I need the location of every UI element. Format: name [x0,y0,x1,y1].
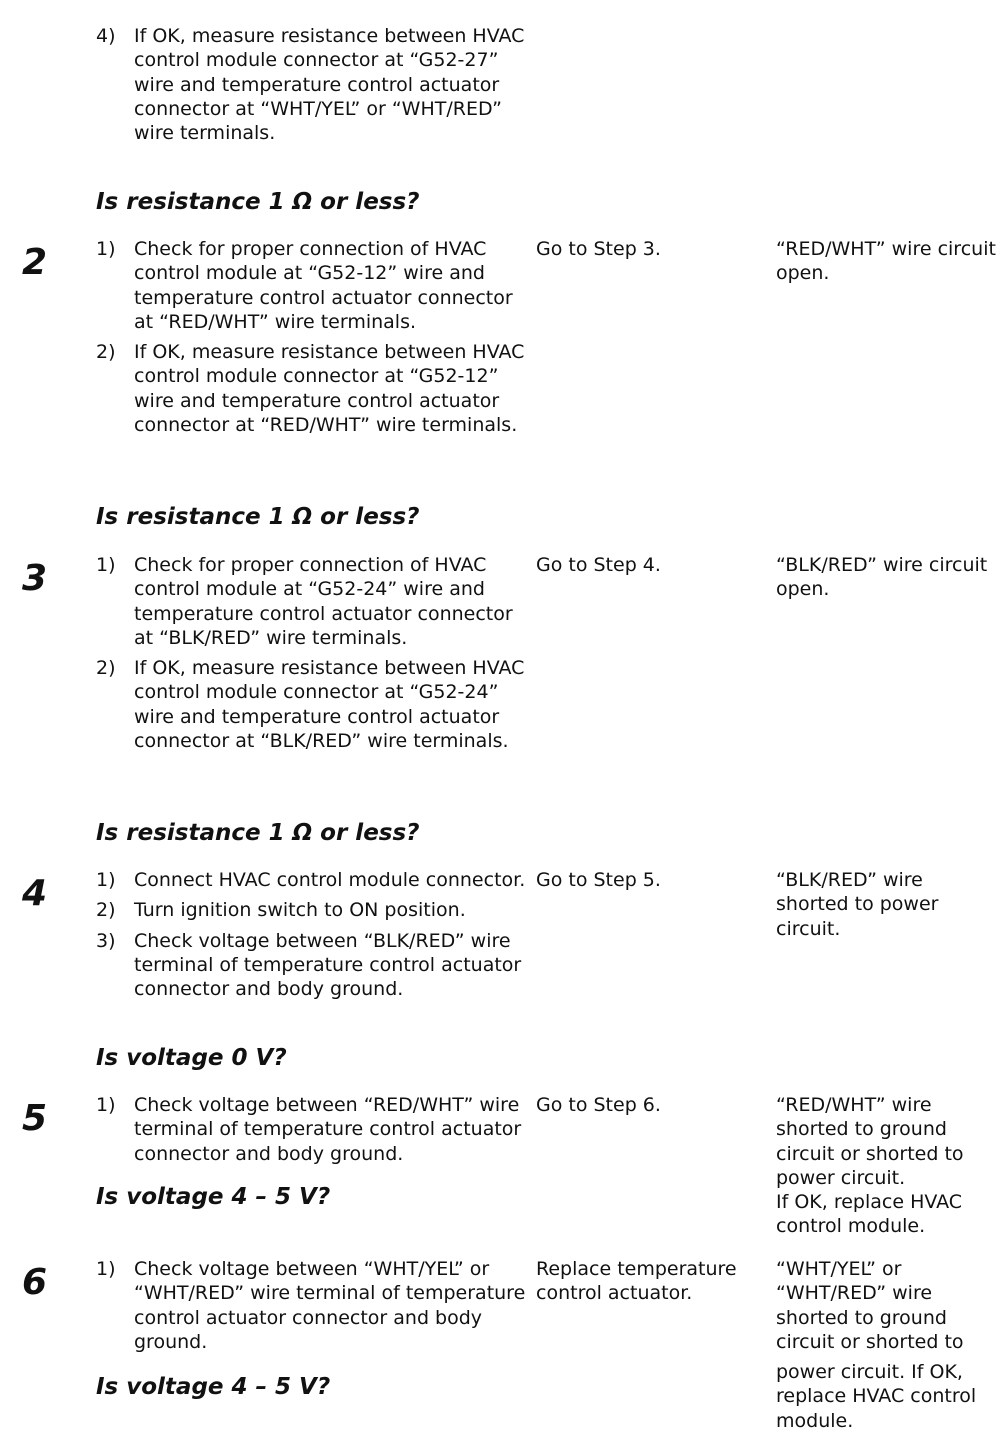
procedure-item [96,24,526,145]
item-number: 1) [96,1094,116,1116]
procedure-list [96,24,526,151]
procedure-list [96,1257,526,1360]
yes-action: Go to Step 6. [536,1094,661,1116]
yes-action: Go to Step 5. [536,869,661,891]
no-action: “BLK/RED” wire shorted to power circuit. [776,869,939,940]
question: Is voltage 0 V? [96,1045,287,1071]
item-text: Check voltage between “WHT/YEL” or “WHT/RED” wire terminal of temperature control actuator connector and body ground. [134,1258,526,1353]
procedure-item [96,1093,526,1166]
item-text: Check voltage between “RED/WHT” wire terminal of temperature control actuator connector and body ground. [134,1094,522,1165]
procedure-list [96,868,526,1007]
item-number: 4) [96,25,116,47]
item-number: 1) [96,869,116,891]
item-number: 2) [96,341,116,364]
no-action: “BLK/RED” wire circuit open. [776,554,988,601]
item-text: Check for proper connection of HVAC control module at “G52-12” wire and temperature control actuator connector at “RED/WHT” wire terminals. [134,238,513,333]
no-action-extra: power circuit. If OK, replace HVAC control module. [776,1361,977,1432]
no-action-extra: If OK, replace HVAC control module. [776,1191,963,1238]
procedure-item [96,929,526,1002]
no-action: “RED/WHT” wire circuit open. [776,238,996,285]
procedure-item [96,898,526,922]
item-text: Check for proper connection of HVAC control module at “G52-24” wire and temperature control actuator connector at “BLK/RED” wire terminals. [134,554,513,649]
procedure-item [96,553,526,650]
yes-action: Replace temperature control actuator. [536,1258,737,1305]
procedure-item [96,868,526,892]
item-number: 2) [96,899,116,922]
item-number: 1) [96,554,116,576]
procedure-item [96,340,526,437]
no-action [776,1093,1001,1239]
item-text: Turn ignition switch to ON position. [134,899,466,922]
no-action-text: “RED/WHT” wire shorted to ground circuit or shorted to power circuit. [776,1094,964,1189]
procedure-list [96,237,526,443]
item-text: Check voltage between “BLK/RED” wire terminal of temperature control actuator connector and body ground. [134,929,522,1001]
question: Is resistance 1 Ω or less? [96,504,420,530]
procedure-list [96,1093,526,1172]
question: Is resistance 1 Ω or less? [96,820,420,846]
procedure-item [96,237,526,334]
step-number: 6 [22,1262,48,1303]
step-number: 2 [22,242,48,283]
item-number: 3) [96,929,116,952]
item-number: 1) [96,238,116,260]
no-action-text: “WHT/YEL” or “WHT/RED” wire shorted to ground circuit or shorted to [776,1258,964,1353]
step-number: 4 [22,873,48,914]
item-text: If OK, measure resistance between HVAC control module connector at “G52-24” wire and temperature control actuator connector at “BLK/RED” wire terminals. [134,657,525,753]
item-text: Connect HVAC control module connector. [134,869,526,891]
item-text: If OK, measure resistance between HVAC control module connector at “G52-12” wire and temperature control actuator connector at “RED/WHT” wire terminals. [134,341,525,437]
item-number: 2) [96,657,116,680]
step-number: 5 [22,1098,48,1139]
question: Is voltage 4 – 5 V? [96,1374,331,1400]
item-number: 1) [96,1258,116,1280]
yes-action: Go to Step 3. [536,238,661,260]
no-action [776,1257,1001,1433]
step-number: 3 [22,558,48,599]
procedure-item [96,1257,526,1354]
procedure-item [96,656,526,753]
question: Is resistance 1 Ω or less? [96,189,420,215]
procedure-list [96,553,526,759]
yes-action: Go to Step 4. [536,554,661,576]
item-text: If OK, measure resistance between HVAC control module connector at “G52-27” wire and temperature control actuator connector at “WHT/YEL” or “WHT/RED” wire terminals. [134,25,525,145]
question: Is voltage 4 – 5 V? [96,1184,331,1210]
